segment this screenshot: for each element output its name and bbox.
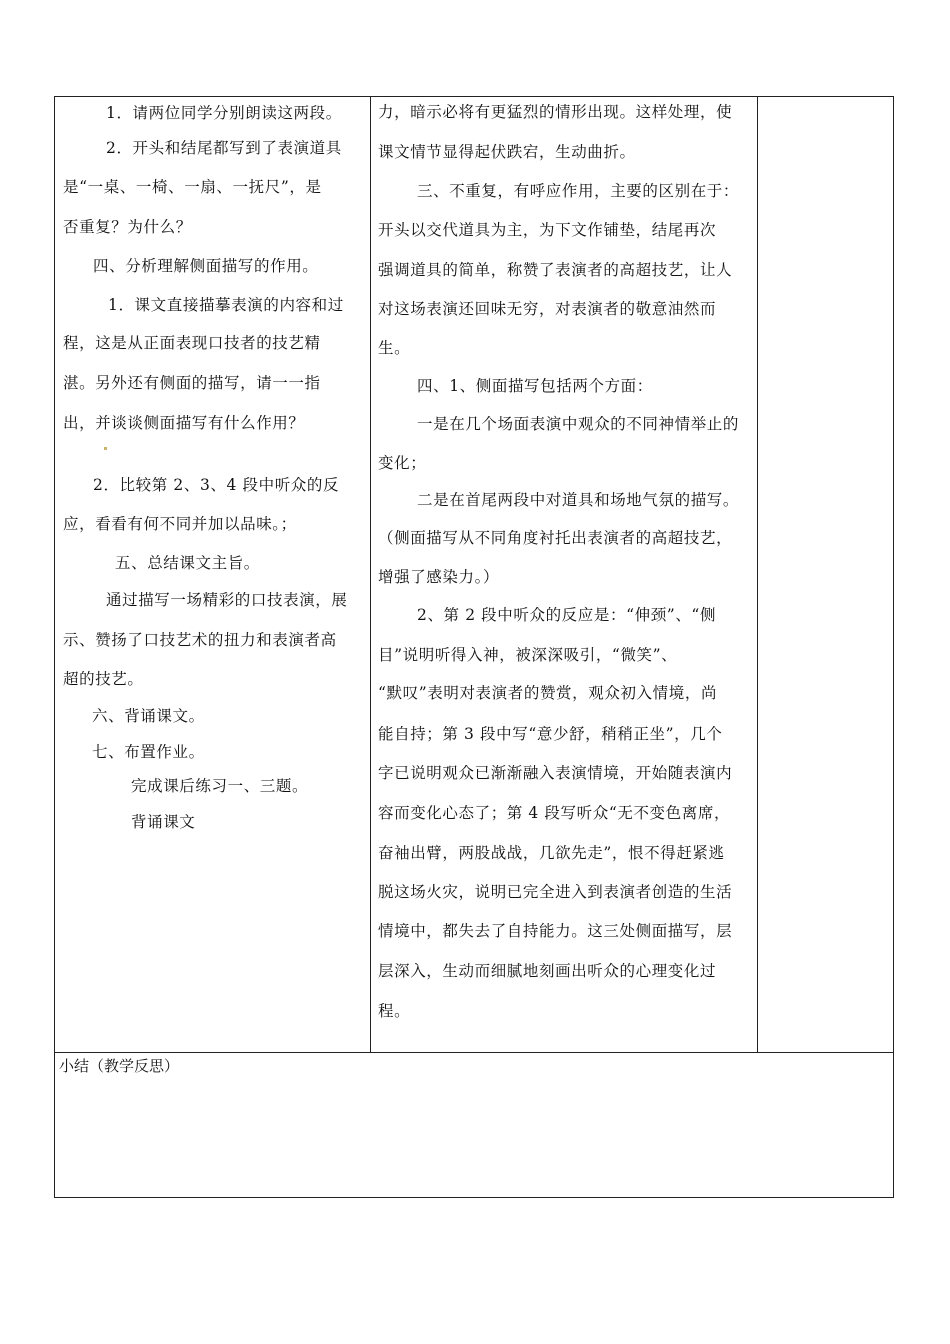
- left-line: 湛。另外还有侧面的描写，请一一指: [63, 374, 321, 392]
- right-line: 三、不重复，有呼应作用，主要的区别在于：: [417, 182, 740, 200]
- right-line: 容而变化心态了；第 4 段写听众“无不变色离席，: [378, 804, 731, 822]
- left-line: 1．课文直接描摹表演的内容和过: [108, 296, 344, 314]
- right-column-cell: [370, 97, 757, 1052]
- right-line: 奋袖出臂，两股战战，几欲先走”，恨不得赶紧逃: [378, 844, 725, 862]
- left-line: 四、分析理解侧面描写的作用。: [93, 257, 319, 275]
- summary-label: 小结（教学反思）: [59, 1057, 180, 1075]
- left-line: 出，并谈谈侧面描写有什么作用？: [63, 414, 305, 432]
- right-line: 变化；: [378, 454, 427, 472]
- left-line: 程，这是从正面表现口技者的技艺精: [63, 334, 321, 352]
- right-line: 生。: [378, 339, 411, 357]
- right-line: 力，暗示必将有更猛烈的情形出现。这样处理，使: [378, 103, 733, 121]
- marker-dot: [104, 447, 107, 450]
- left-line: 五、总结课文主旨。: [115, 554, 260, 572]
- right-line: “默叹”表明对表演者的赞赏，观众初入情境，尚: [378, 684, 718, 702]
- right-line: 一是在几个场面表演中观众的不同神情举止的: [417, 415, 740, 433]
- right-line: 对这场表演还回味无穷，对表演者的敬意油然而: [378, 300, 717, 318]
- right-line: 增强了感染力。）: [378, 568, 500, 586]
- left-line: 是“一桌、一椅、一扇、一抚尺”，是: [63, 178, 322, 196]
- lesson-table: [54, 96, 894, 1198]
- right-line: 字已说明观众已渐渐融入表演情境，开始随表演内: [378, 764, 733, 782]
- summary-cell: [55, 1052, 893, 1197]
- right-line: 层深入，生动而细腻地刻画出听众的心理变化过: [378, 962, 717, 980]
- right-line: 强调道具的简单，称赞了表演者的高超技艺，让人: [378, 261, 733, 279]
- right-line: 开头以交代道具为主，为下文作铺垫，结尾再次: [378, 221, 717, 239]
- right-line: 课文情节显得起伏跌宕，生动曲折。: [378, 143, 636, 161]
- left-line: 2．比较第 2、3、4 段中听众的反: [93, 476, 340, 494]
- right-line: 二是在首尾两段中对道具和场地气氛的描写。: [417, 491, 740, 509]
- left-line: 七、布置作业。: [92, 743, 205, 761]
- left-line: 应，看看有何不同并加以品味。；: [63, 515, 297, 533]
- right-line: 脱这场火灾，说明已完全进入到表演者创造的生活: [378, 883, 733, 901]
- left-column-cell: [55, 97, 370, 1052]
- right-line: 程。: [378, 1002, 411, 1020]
- empty-column-cell: [757, 97, 894, 1052]
- left-line: 示、赞扬了口技艺术的扭力和表演者高: [63, 631, 337, 649]
- right-line: 2、第 2 段中听众的反应是：“伸颈”、“侧: [417, 606, 717, 624]
- right-line: （侧面描写从不同角度衬托出表演者的高超技艺，: [378, 529, 733, 547]
- left-line: 2．开头和结尾都写到了表演道具: [106, 139, 342, 157]
- left-line: 六、背诵课文。: [92, 707, 205, 725]
- right-line: 四、1、侧面描写包括两个方面：: [417, 377, 653, 395]
- left-line: 通过描写一场精彩的口技表演，展: [106, 591, 348, 609]
- right-line: 情境中，都失去了自持能力。这三处侧面描写，层: [378, 922, 733, 940]
- right-line: 能自持；第 3 段中写“意少舒，稍稍正坐”，几个: [378, 725, 723, 743]
- left-line: 背诵课文: [131, 813, 196, 831]
- left-line: 否重复？为什么？: [63, 218, 192, 236]
- left-line: 超的技艺。: [63, 670, 144, 688]
- left-line: 完成课后练习一、三题。: [131, 777, 309, 795]
- left-line: 1．请两位同学分别朗读这两段。: [106, 104, 342, 122]
- right-line: 目”说明听得入神，被深深吸引，“微笑”、: [378, 646, 678, 664]
